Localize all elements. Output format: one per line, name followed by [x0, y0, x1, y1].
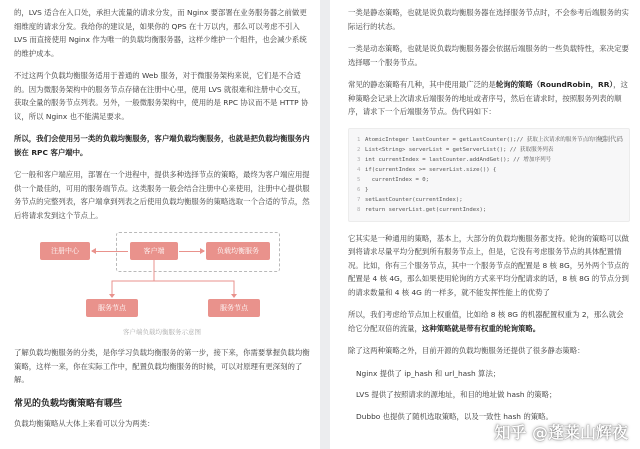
list-item: Dubbo 也提供了随机选取策略，以及一致性 hash 的策略。	[356, 411, 553, 421]
paragraph-bold: 所以，我们会使用另一类的负载均衡服务，客户端负载均衡服务，也就是把负载均衡服务内嵌在 RPC 客户端中。	[14, 134, 310, 157]
line-number: 6	[357, 186, 361, 193]
code-line	[357, 185, 621, 195]
paragraph: 了解负载均衡服务的分类，是你学习负载均衡服务的第一步，接下来，你需要掌握负载均衡策略，这样一来，你在实际工作中，配置负载均衡服务的时候，可以对原理有更深刻的了解。	[14, 348, 310, 384]
paragraph: 负载均衡策略从大体上来看可以分为两类：	[14, 418, 155, 428]
code-text: }	[365, 186, 369, 193]
highlight-text: 轮询的策略（RoundRobin，RR）	[495, 80, 614, 89]
code-text: return serverList.get(currentIndex);	[365, 206, 487, 213]
watermark: 知乎 @蓬莱山辉夜	[494, 423, 628, 442]
line-number: 3	[357, 156, 361, 163]
code-line	[357, 165, 621, 175]
line-number: 8	[357, 206, 361, 213]
strategy-list	[348, 367, 630, 424]
list-item: Nginx 提供了 ip_hash 和 url_hash 算法；	[356, 368, 501, 378]
code-line	[357, 145, 621, 155]
client-load-balancer-diagram	[38, 231, 288, 323]
code-lines	[357, 135, 621, 215]
client-node: 客户端	[130, 242, 178, 260]
paragraph	[348, 78, 630, 119]
paragraph: 不过这两个负载均衡服务适用于普通的 Web 服务，对于微服务架构来说，它们是不合适的。因为微服务架构中的服务节点存储在注册中心里，使用 LVS 就很难和注册中心交互，获取全量的服务节点列表。另外，一般微服务架构中，使用的是 RPC 协议而不是 HTTP 协议，所以 Nginx 也不能满足要求。	[14, 71, 309, 121]
list-item: LVS 提供了按照请求的源地址，和目的地址做 hash 的策略；	[356, 390, 557, 399]
code-text: int currentIndex = lastCounter.addAndGet(); // 增加序列号	[365, 156, 552, 163]
lb-node: 负载均衡服务	[206, 242, 270, 260]
paragraph	[348, 308, 630, 335]
code-block	[348, 128, 630, 222]
line-number: 4	[357, 166, 361, 173]
highlight-text: 这种策略就是带有权重的轮询策略。	[421, 323, 541, 333]
code-line	[357, 155, 621, 165]
paragraph: 它其实是一种通用的策略，基本上，大部分的负载均衡服务都支持。轮询的策略可以做到将请求尽量平均分配到所有服务节点上，但是，它没有考虑服务节点的具体配置情况。比如，你有三个服务节点，其中一个服务节点的配置是 8 核 8G，另外两个节点的配置是 4 核 4G，那么如果使用轮询的方式来平均分配请求的话，8 核 8G 的节点分到的请求数量和 4 核 4G 的一样多，就不能发挥性能上的优势了	[348, 233, 629, 297]
paragraph: 它一般和客户端应用，部署在一个进程中，提供多种选择节点的策略，最终为客户端应用提供一个最佳的，可用的服务端节点。这类服务一般会结合注册中心来使用，注册中心提供服务节点的完整列表，客户端拿到列表之后使用负载均衡服务的策略选取一个合适的节点，然后将请求发到这个节点上。	[14, 170, 310, 220]
right-page	[330, 0, 640, 449]
code-line	[357, 195, 621, 205]
registry-node: 注册中心	[40, 242, 90, 260]
paragraph: 的，LVS 适合在入口处，承担大流量的请求分发，而 Nginx 要部署在业务服务器之前做更细维度的请求分发。我给你的建议是，如果你的 QPS 在十万以内，那么可以考虑不引入 LVS 而直接使用 Nginx 作为唯一的负载均衡服务器，这样少维护一个组件，也会减少系统的维护成本。	[14, 8, 307, 58]
code-line	[357, 135, 621, 145]
line-number: 5	[357, 176, 361, 183]
service-node: 服务节点	[86, 299, 138, 317]
diagram-connectors	[38, 231, 288, 323]
diagram-caption: 客户端负载均衡服务示意图	[123, 328, 201, 336]
text: ，这种策略会记录上次请求后端服务的地址或者序号，然后在请求时，按照服务列表的顺序，请求下一个后端服务节点。伪代码如下：	[348, 80, 628, 116]
paragraph: 一类是动态策略，也就是说负载均衡服务器会依据后端服务的一些负载特性，来决定要选择哪一个服务节点。	[348, 44, 629, 67]
service-node: 服务节点	[208, 299, 260, 317]
code-text: setLastCounter(currentIndex);	[365, 196, 463, 203]
line-number: 7	[357, 196, 361, 203]
code-text: AtomicInteger lastCounter = getLastCounter();// 获取上次请求的服务节点的序号	[365, 136, 605, 143]
code-text: currentIndex = 0;	[365, 176, 429, 183]
code-line	[357, 205, 621, 215]
paragraph: 除了这两种策略之外，目前开源的负载均衡服务还提供了很多静态策略：	[348, 346, 585, 355]
line-number: 2	[357, 146, 361, 153]
text: 所以，我们考虑给节点加上权重值，比如给 8 核 8G 的机器配置权重为 2，那么就会给它分配双倍的流量，	[348, 310, 624, 333]
code-text: if(currentIndex >= serverList.size()) {	[365, 166, 497, 173]
line-number: 1	[357, 136, 361, 143]
section-heading: 常见的负载均衡策略有哪些	[14, 398, 123, 409]
paragraph: 一类是静态策略，也就是说负载均衡服务器在选择服务节点时，不会参考后端服务的实际运行的状态。	[348, 8, 629, 31]
text: 常见的静态策略有几种，其中使用最广泛的是	[348, 80, 496, 89]
copy-code-button[interactable]: 复制代码	[597, 134, 623, 143]
code-text: List<String> serverList = getServerList(); // 获取服务列表	[365, 146, 554, 153]
code-line	[357, 175, 621, 185]
